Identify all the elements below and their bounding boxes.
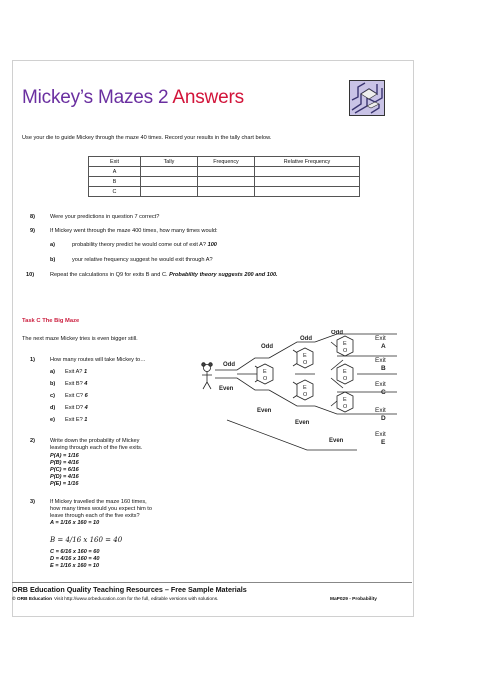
even-label: Even — [329, 438, 344, 444]
col-exit: Exit — [89, 157, 141, 167]
tc-q2-answer-c: P(C) = 6/16 — [50, 467, 79, 473]
col-relative-frequency: Relative Frequency — [255, 157, 360, 167]
tc-q2-answer-e: P(E) = 1/16 — [50, 481, 79, 487]
q1d-text: Exit D? — [65, 405, 84, 411]
tc-q2-answer-b: P(B) = 4/16 — [50, 460, 79, 466]
q1a-number: a) — [50, 369, 55, 375]
task-c-heading: Task C The Big Maze — [22, 318, 80, 324]
q1e-number: e) — [50, 417, 55, 423]
tc-q1-text: How many routes will take Mickey to… — [50, 357, 146, 363]
tc-q3-answer-e: E = 1/16 x 160 = 10 — [50, 563, 100, 569]
tc-q3-handwritten-b: B = 4/16 x 160 = 40 — [50, 536, 123, 544]
q9a-text: probability theory predict he would come out of exit A? — [72, 242, 207, 248]
tc-q3-line2: how many times would you expect him to — [50, 506, 152, 512]
q1e-answer: 1 — [84, 417, 88, 423]
tc-q3-answer-c: C = 6/16 x 160 = 60 — [50, 549, 100, 555]
row-label: C — [89, 187, 141, 197]
even-label: Even — [257, 408, 272, 414]
footer-heading: ORB Education Quality Teaching Resources – Free Sample Materials — [12, 585, 247, 594]
exit-letter: A — [381, 343, 386, 350]
hex-label-e: E — [343, 369, 347, 375]
exit-label: Exit — [375, 335, 386, 342]
q1c-number: c) — [50, 393, 55, 399]
frequency-cell[interactable] — [198, 167, 255, 177]
table-row — [89, 187, 360, 197]
hex-label-e: E — [343, 397, 347, 403]
q9b-number: b) — [50, 257, 56, 263]
q9-text: If Mickey went through the maze 400 times, how many times would: — [50, 228, 218, 234]
hex-label-o: O — [343, 348, 348, 354]
title-main: Mickey’s Mazes 2 — [22, 87, 169, 108]
odd-label: Odd — [331, 330, 343, 336]
q1e-text: Exit E? — [65, 417, 83, 423]
odd-label: Odd — [261, 344, 273, 350]
q1d-answer: 4 — [84, 405, 88, 411]
mickey-figure-icon — [202, 363, 213, 389]
hex-label-e: E — [303, 385, 307, 391]
q1a-line — [65, 369, 87, 375]
exit-label: Exit — [375, 381, 386, 388]
q1e-line — [65, 417, 87, 423]
relative-frequency-cell[interactable] — [255, 187, 360, 197]
exit-label: Exit — [375, 431, 386, 438]
tally-table — [88, 156, 360, 197]
q1b-number: b) — [50, 381, 56, 387]
hex-label-o: O — [343, 404, 348, 410]
q1a-text: Exit A? — [65, 369, 83, 375]
exit-letter: C — [381, 389, 386, 396]
table-row — [89, 167, 360, 177]
col-frequency: Frequency — [198, 157, 255, 167]
tc-q1-number: 1) — [30, 357, 35, 363]
tally-header-row — [89, 157, 360, 167]
q1c-text: Exit C? — [65, 393, 84, 399]
footer-code: MaP029 - Probability — [330, 597, 377, 602]
q1b-answer: 4 — [84, 381, 88, 387]
page-title — [22, 87, 244, 109]
exit-letter: D — [381, 415, 386, 422]
relative-frequency-cell[interactable] — [255, 177, 360, 187]
hex-label-o: O — [303, 360, 308, 366]
even-label: Even — [295, 420, 310, 426]
odd-label: Odd — [223, 362, 235, 368]
hex-label-e: E — [343, 341, 347, 347]
q9a-line — [72, 242, 217, 248]
tc-q2-answer-a: P(A) = 1/16 — [50, 453, 79, 459]
maze-logo-image — [349, 80, 385, 116]
q8-number: 8) — [30, 214, 35, 220]
tally-cell[interactable] — [141, 187, 198, 197]
q9-number: 9) — [30, 228, 35, 234]
exit-label: Exit — [375, 407, 386, 414]
table-row — [89, 177, 360, 187]
hex-label-e: E — [263, 369, 267, 375]
q10-line — [50, 272, 278, 278]
tc-q3-answer-a: A = 1/16 x 160 = 10 — [50, 520, 100, 526]
tc-q2-answer-d: P(D) = 4/16 — [50, 474, 79, 480]
frequency-cell[interactable] — [198, 187, 255, 197]
hex-label-o: O — [303, 392, 308, 398]
tc-q2-line1: Write down the probability of Mickey — [50, 438, 140, 444]
exit-letter: E — [381, 439, 386, 446]
tally-cell[interactable] — [141, 167, 198, 177]
hex-label-o: O — [343, 376, 348, 382]
frequency-cell[interactable] — [198, 177, 255, 187]
q1b-text: Exit B? — [65, 381, 83, 387]
tally-cell[interactable] — [141, 177, 198, 187]
tc-q3-line1: If Mickey travelled the maze 160 times, — [50, 499, 147, 505]
hex-label-e: E — [303, 353, 307, 359]
row-label: A — [89, 167, 141, 177]
q9a-number: a) — [50, 242, 55, 248]
q1c-line — [65, 393, 88, 399]
title-answers: Answers — [172, 87, 244, 108]
col-tally: Tally — [141, 157, 198, 167]
tc-q2-number: 2) — [30, 438, 35, 444]
q10-text: Repeat the calculations in Q9 for exits B and C. — [50, 272, 168, 278]
relative-frequency-cell[interactable] — [255, 167, 360, 177]
hex-label-o: O — [263, 376, 268, 382]
odd-label: Odd — [300, 336, 312, 342]
q1d-line — [65, 405, 88, 411]
q8-text: Were your predictions in question 7 correct? — [50, 214, 160, 220]
q1b-line — [65, 381, 87, 387]
big-maze-diagram — [197, 330, 397, 460]
tc-q3-answer-d: D = 4/16 x 160 = 40 — [50, 556, 100, 562]
q1c-answer: 6 — [84, 393, 88, 399]
tc-q3-number: 3) — [30, 499, 35, 505]
tc-q3-line3: leave through each of the five exits? — [50, 513, 140, 519]
footer-visit: Visit http://www.orbeducation.com for the full, editable versions with solutions. — [54, 597, 219, 602]
q9a-answer: 100 — [207, 242, 217, 248]
q1a-answer: 1 — [83, 369, 88, 375]
tc-q2-line2: leaving through each of the five exits. — [50, 445, 143, 451]
intro-text: Use your die to guide Mickey through the maze 40 times. Record your results in the tally chart below. — [22, 135, 272, 141]
even-label: Even — [219, 386, 234, 392]
q9b-text: your relative frequency suggest he would exit through A? — [72, 257, 213, 263]
exit-letter: B — [381, 365, 386, 372]
footer — [12, 582, 412, 602]
footer-copyright: © ORB Education — [12, 597, 53, 602]
q10-answer: Probability theory suggests 200 and 100. — [169, 272, 278, 278]
worksheet-content — [12, 60, 412, 615]
row-label: B — [89, 177, 141, 187]
q1d-number: d) — [50, 405, 56, 411]
exit-label: Exit — [375, 357, 386, 364]
task-c-intro: The next maze Mickey tries is even bigger still. — [22, 336, 138, 342]
q10-number: 10) — [26, 272, 35, 278]
